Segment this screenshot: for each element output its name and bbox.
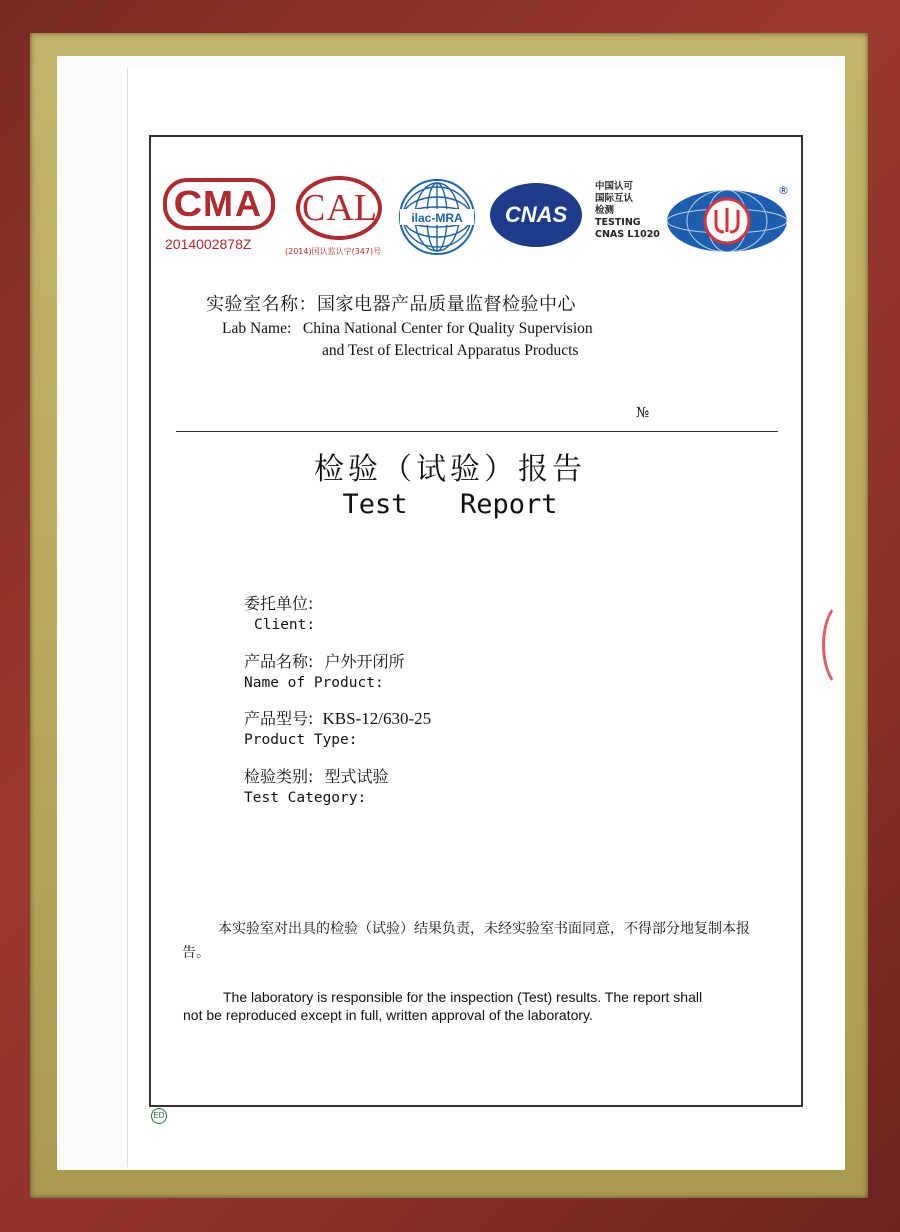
product-type-label-cn: 产品型号: (244, 709, 314, 728)
cma-logo: CMA (163, 178, 275, 230)
disclaimer-en-line2: not be reproduced except in full, written approval of the laboratory. (183, 1007, 593, 1023)
lab-name-label: Lab Name: (222, 320, 292, 337)
cnas-accreditation-text (595, 181, 660, 241)
lab-name-line2: and Test of Electrical Apparatus Products (322, 342, 579, 359)
lab-name-en (222, 318, 593, 362)
product-name-label-cn: 产品名称: (244, 652, 314, 671)
test-category-value: 型式试验 (324, 767, 389, 786)
registered-mark: ® (778, 184, 789, 197)
product-type-row (244, 706, 431, 729)
cal-logo: CAL (296, 176, 382, 240)
product-type-label-en: Product Type: (244, 732, 358, 748)
product-name-label-en: Name of Product: (244, 675, 384, 691)
cma-logo-text: MA (203, 183, 263, 224)
ilac-logo-text: ilac-MRA (411, 211, 463, 225)
product-name-value: 户外开闭所 (324, 652, 405, 671)
lab-name-line1: China National Center for Quality Supervision (302, 320, 593, 337)
report-number-mark: № (636, 405, 650, 421)
report-title-cn: 检验（试验）报告 (314, 452, 586, 487)
ilac-mra-logo (398, 178, 476, 256)
report-title-en: Test Report (342, 489, 558, 520)
cnas-line-4: TESTING (595, 217, 641, 228)
client-label-en: Client: (254, 617, 316, 633)
product-type-value: KBS-12/630-25 (322, 709, 432, 728)
cnas-line-5: CNAS L1020 (595, 229, 660, 240)
client-label-cn: 委托单位: (244, 594, 314, 613)
cnas-line-3: 检测 (595, 205, 615, 216)
test-category-label-cn: 检验类别: (244, 767, 314, 786)
disclaimer-en (183, 988, 773, 1024)
cqc-globe-logo (664, 188, 790, 254)
test-category-label-en: Test Category: (244, 790, 367, 806)
test-category-row (244, 764, 389, 787)
cal-code: (2014)国认监认字(347)号 (285, 247, 382, 256)
lab-name-cn: 实验室名称：国家电器产品质量监督检验中心 (206, 294, 576, 315)
red-seal-edge (822, 600, 868, 690)
cnas-logo: CNAS (490, 183, 582, 247)
footer-mark-icon: ED (151, 1108, 167, 1124)
header-divider (176, 431, 778, 432)
cal-logo-text: AL (326, 187, 377, 229)
cnas-line-1: 中国认可 (595, 181, 634, 192)
product-name-row (244, 649, 405, 672)
disclaimer-cn: 本实验室对出具的检验（试验）结果负责，未经实验室书面同意，不得部分地复制本报告。 (182, 921, 750, 961)
cnas-line-2: 国际互认 (595, 193, 634, 204)
disclaimer-en-line1: The laboratory is responsible for the inspection (Test) results. The report shall (223, 989, 703, 1005)
cma-code: 2014002878Z (165, 236, 252, 252)
